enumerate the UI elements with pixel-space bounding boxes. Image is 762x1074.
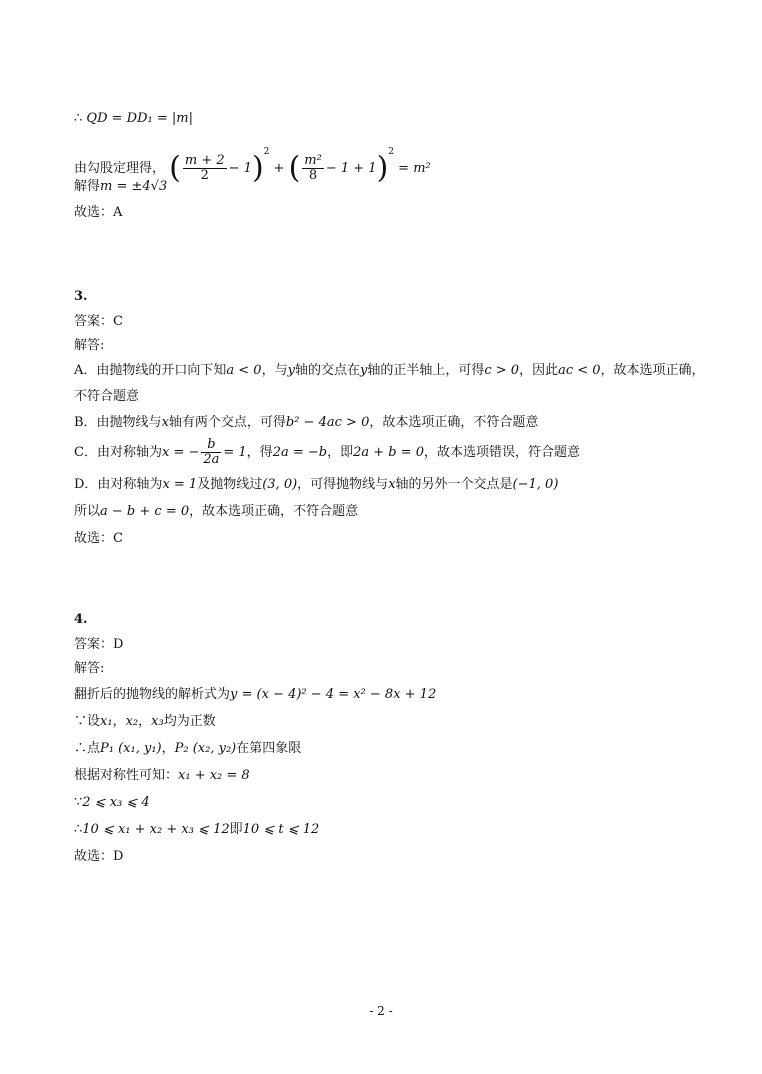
paren-close: )	[251, 150, 264, 186]
q3-answer-line: 答案：C	[74, 314, 123, 329]
q2-minus-one: − 1	[228, 161, 252, 176]
q3-option-d: D．由对称轴为x = 1及抛物线过(3, 0)，可得抛物线与x轴的另外一个交点是(−1, 0)	[74, 477, 559, 492]
q4-answer-line: 答案：D	[74, 637, 124, 652]
q2-solve-lead: 解得	[74, 179, 101, 194]
q3-analysis-label: 解答:	[74, 338, 105, 353]
q2-answer: 故选：A	[74, 205, 123, 220]
q2-minus-one-plus-one: − 1 + 1	[325, 161, 377, 176]
q2-pythagoras-lead: 由勾股定理得，	[74, 161, 166, 176]
q2-line-solve	[74, 178, 167, 196]
q4-analysis-label: 解答:	[74, 661, 105, 676]
q3-conclusion: 所以a − b + c = 0，故本选项正确，不符合题意	[74, 504, 359, 519]
paren-open: (	[169, 150, 181, 186]
q3-number: 3.	[74, 289, 88, 304]
paren-close-2: )	[376, 150, 389, 186]
q3-option-b: B．由抛物线与x轴有两个交点，可得b² − 4ac > 0，故本选项正确，不符合题意	[74, 415, 539, 430]
q2-line-pythagoras	[74, 132, 431, 186]
plus-sign: +	[273, 161, 285, 176]
q4-answer: 故选：D	[74, 849, 124, 864]
q2-equals-m-squared: = m²	[398, 161, 431, 176]
q3-answer: 故选：C	[74, 531, 123, 546]
fraction-m-plus-2-over-2: $\frac{m + 2}{2}$	[184, 153, 225, 183]
q2-equation-qd: QD = DD₁ = |m|	[86, 111, 193, 126]
q3-option-a: A．由抛物线的开口向下知a < 0，与y轴的交点在y轴的正半轴上，可得c > 0，因此ac < 0，故本选项正确，	[74, 363, 705, 378]
q2-solution: m = ±4√3	[100, 179, 168, 194]
q4-line-parabola: 翻折后的抛物线的解析式为y = (x − 4)² − 4 = x² − 8x + 12	[74, 687, 437, 702]
square-exponent: 2	[263, 147, 270, 157]
q2-line-therefore	[74, 110, 193, 128]
therefore-symbol: ∴	[74, 111, 83, 126]
q3-option-c: C．由对称轴为x = − $\frac{b}{2a}$ = 1，得2a = −b，即2a + b = 0，故本选项错误，符合题意	[74, 437, 581, 467]
q4-line-range-x3: ∵2 ⩽ x₃ ⩽ 4	[74, 795, 150, 810]
q4-number: 4.	[74, 612, 88, 627]
q4-line-positive: ∵设x₁，x₂，x₃均为正数	[74, 714, 216, 729]
paren-open-2: (	[288, 150, 301, 186]
q4-line-range-t: ∴10 ⩽ x₁ + x₂ + x₃ ⩽ 12即10 ⩽ t ⩽ 12	[74, 822, 320, 837]
q4-line-quadrant: ∴点P₁ (x₁, y₁)，P₂ (x₂, y₂)在第四象限	[74, 741, 302, 756]
q4-line-symmetry: 根据对称性可知：x₁ + x₂ = 8	[74, 768, 250, 783]
q3-option-a-continued: 不符合题意	[74, 389, 140, 404]
fraction-b-over-2a: $\frac{b}{2a}$	[203, 437, 220, 467]
square-exponent-2: 2	[388, 147, 395, 157]
fraction-m-squared-over-8: $\frac{\text{m²}}{8}$	[304, 153, 322, 183]
page-number: - 2 -	[369, 1004, 393, 1018]
